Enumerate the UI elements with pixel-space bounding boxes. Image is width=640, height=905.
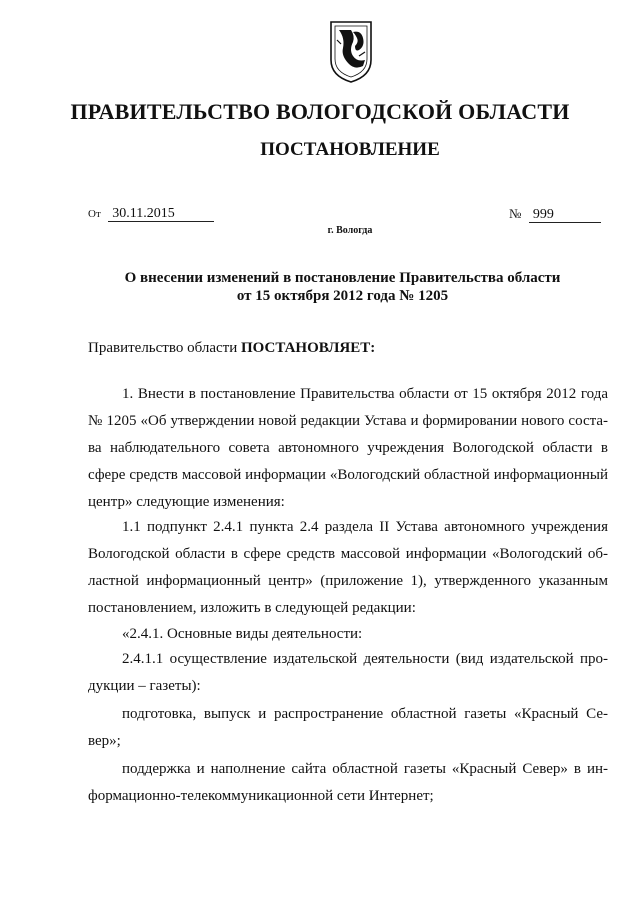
vologda-coat-of-arms-icon [329,20,373,84]
preamble-action: ПОСТАНОВЛЯЕТ: [240,340,376,356]
preamble [88,340,375,357]
body-line: 1.1 подпункт 2.4.1 пункта 2.4 раздела II Устава автономного учреждения [122,519,608,535]
preamble-prefix: Правительство области [88,340,241,356]
body-line: ва наблюдательного совета автономного учреждения Вологодской области в [88,440,608,456]
body-line: поддержка и наполнение сайта областной газеты «Красный Север» в ин- [122,761,608,777]
document-heading [0,269,640,305]
government-title: ПРАВИТЕЛЬСТВО ВОЛОГОДСКОЙ ОБЛАСТИ [70,99,570,124]
number-row [509,206,601,223]
date-label: От [88,208,101,220]
number-value: 999 [529,207,601,223]
date-value: 30.11.2015 [108,206,214,222]
body-line: Вологодской области в сфере средств массовой информации «Вологодский об- [88,546,608,562]
body-line: постановлением, изложить в следующей редакции: [88,600,416,616]
body-line: 1. Внести в постановление Правительства области от 15 октября 2012 года [122,386,608,402]
body-line: № 1205 «Об утверждении новой редакции Устава и формировании нового соста- [88,413,608,429]
body-line: «2.4.1. Основные виды деятельности: [122,626,363,642]
heading-line-1: О внесении изменений в постановление Правительства области [124,270,561,286]
body-line: ластной информационный центр» (приложение 1), утвержденного указанным [88,573,608,589]
heading-line-2: от 15 октября 2012 года № 1205 [236,288,449,304]
body-line: 2.4.1.1 осуществление издательской деятельности (вид издательской про- [122,651,608,667]
body-line: формационно-телекоммуникационной сети Интернет; [88,788,434,804]
number-label: № [509,206,522,221]
document-type: ПОСТАНОВЛЕНИЕ [260,139,440,160]
body-line: вер»; [88,733,121,749]
body-line: дукции – газеты): [88,678,201,694]
body-line: сфере средств массовой информации «Вологодский областной информационный [88,467,608,483]
body-line: подготовка, выпуск и распространение областной газеты «Красный Се- [122,706,608,722]
body-line: центр» следующие изменения: [88,494,285,510]
date-row [88,206,214,222]
city-name: г. Вологда [327,225,373,236]
